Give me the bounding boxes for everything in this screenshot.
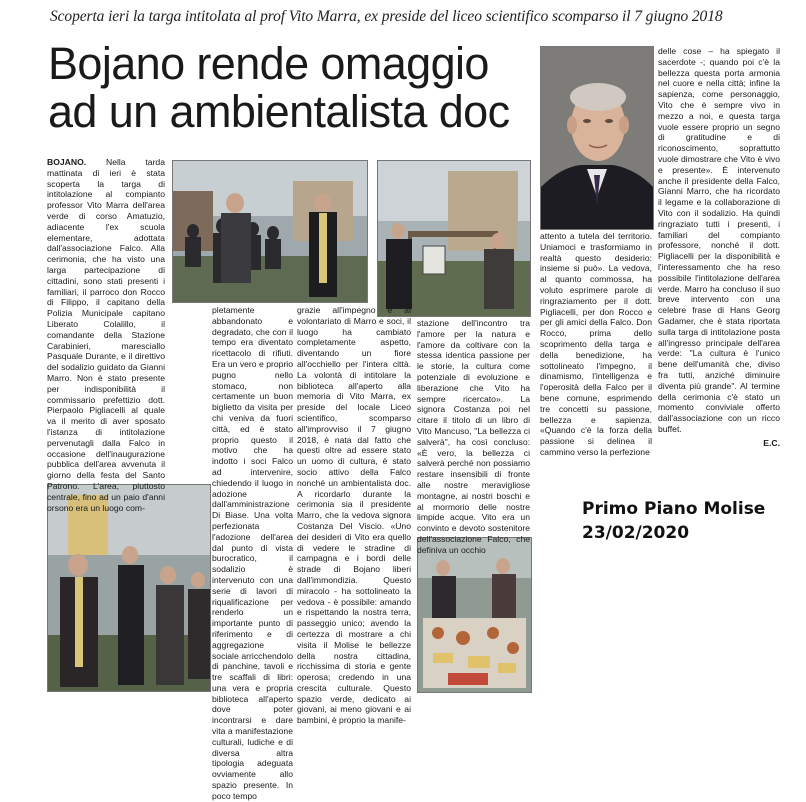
article-column-3 (297, 305, 411, 726)
ceremony-photo-3 (47, 484, 211, 692)
ceremony-photo-1 (172, 160, 368, 303)
article-column-4 (417, 318, 530, 556)
column-3-text: grazie all'impegno e al volontariato di Marro e soci, il luogo ha cambiato completamente aspetto, diventando un fiore all'occhiello per l'intera città. La volontà di intitolare la biblioteca all'aperto alla memoria di Vito Marra, ex preside del locale Liceo scientifico, scomparso all'improvviso il 7 giugno 2018, è nata dal fatto che questi oltre ad essere stato un uomo di cultura, è stato socio attivo della Falco nonché un ambientalista doc. A ricordarlo durante la cerimonia sia il presidente Marro, che la vedova signora Costanza Del Viscio. «Uno dei desideri di Vito era quello di vedere le stradine di campagna e i bordi delle strade di Bojano liberi dall'immondizia. Questo miracolo - ha sottolineato la vedova - è possibile: amando e rispettando la nostra terra, passeggio unico; avendo la certezza di mostrare a chi visita il Molise le bellezze della nostra cittadina, ricchissima di storia e gente operosa; credendo in una crescita culturale. Questo spazio verde, dedicato ai giovani, ai meno giovani e ai bambini, è proprio la manife- (297, 305, 411, 726)
article-column-2 (212, 305, 293, 802)
article-column-1 (47, 157, 165, 513)
ceremony-photo-2 (377, 160, 531, 317)
column-6-text: delle cose – ha spiegato il sacerdote -; quando poi c'è la bellezza questa porta armonia nel cuore e nella città; infine la sapienza, come personaggio, Vito che è sempre vivo in mezzo a noi, e questa targa vuole essere proprio un segno di gratitudine e di riconoscimento, soprattutto vuole dimostrare che Vito è vivo e presente». È intervenuto anche il presidente della Falco, Gianni Marro, che ha ricordato il legame e la collaborazione di Vito con il sodalizio. Ha quindi ringraziato tutti i presenti, i familiari del compianto professore, nonché il dott. Pigliacelli per la disponibilità e l'interessamento che ha reso possibile l'intitolazione dell'area verde. Marro ha concluso il suo breve intervento con una celebre frase di Hans Georg Gadamer, che è stata riportata sulla targa di intitolazione posta all'ingresso principale dell'area verde: "La cultura è l'unico bene dell'umanità che, diviso fra tutti, anziché diminuire diventa più grande". Al termine della cerimonia c'è stato un momento conviviale offerto dall'associazione con un ricco buffet. (658, 46, 780, 434)
article-kicker: Scoperta ieri la targa intitolata al prof Vito Marra, ex preside del liceo scientifico scomparso il 7 giugno 2018 (50, 8, 723, 25)
headline-line-1: Bojano rende omaggio (48, 38, 489, 89)
plaque-unveiling-image (378, 161, 530, 316)
portrait-image (541, 47, 653, 229)
dateline: BOJANO. (47, 157, 87, 167)
ceremony-photo-4 (417, 537, 532, 693)
author-signature: E.C. (763, 437, 780, 448)
article-column-5 (540, 231, 652, 458)
column-5-text: attento a tutela del territorio. Uniamoci e trasformiamo in realtà questo desiderio: insieme si può». La vedova, al quanto commossa, ha voluto esprimere parole di ringraziamento per il dott. Pigliacelli, per don Rocco e per gli amici della Falco. Don Rocco, prima dello scoprimento della targa e della benedizione, ha sottolineato l'impegno, il dinamismo, l'intelligenza e l'operosità della Falco per il bene comune, esprimendo tre concetti su passione, bellezza e sapienza. «Quando c'è la forza della passione si delinea il cammino verso la perfezione (540, 231, 652, 457)
article-headline (48, 40, 538, 136)
speaker-image (48, 485, 210, 691)
source-publication: Primo Piano Molise (582, 499, 766, 519)
article-column-6 (658, 46, 780, 448)
column-4-text: stazione dell'incontro tra l'amore per la natura e l'amore da coltivare con la stessa identica passione per le storie, la cultura come potenziale di evoluzione e liberazione che Vito ha sempre ricercato». La signora Costanza poi nel citare il titolo di un libro di Vito Mancuso, "La bellezza ci salverà", ha così concluso: «È vero, la bellezza ci salverà perché non possiamo restare insensibili di fronte alle nostre meravigliose montagne, ai nostri boschi e al mormorio delle nostre limpide acque. Vito era un convinto e devoto sostenitore dell'associazione Falco, che definiva un occhio (417, 318, 530, 555)
ceremony-crowd-image (173, 161, 367, 302)
buffet-image (418, 538, 531, 692)
column-2-text: pletamente abbandonato e degradato, che con il tempo era diventato ricettacolo di rifiuti. Era un vero e proprio pugno nello stomaco, non certamente un buon biglietto da visita per chi veniva da fuori città, ed è stato proprio questo il motivo che ha indotto i soci Falco ad intervenire, chiedendo il luogo in adozione dall'amministrazione Di Biase. Una volta perfezionata l'adozione dell'area dal punto di vista burocratico, il sodalizio è intervenuto con una serie di lavori di riqualificazione per renderlo un importante punto di riferimento e di aggregazione sociale arricchendolo di panchine, tavoli e tre scaffali di libri: una vera e propria biblioteca all'aperto dove poter incontrarsi e dare vita a manifestazione culturali, ludiche e di diversa altra tipologia adeguata ovviamente allo spazio presente. In poco tempo (212, 305, 293, 801)
column-1-text: Nella tarda mattinata di ieri è stata scoperta la targa di intitolazione al compianto professor Vito Marra dell'area verde di corso Amatuzio, adiacente l'ex scuola elementare, adottata dall'associazione Falco. Alla cerimonia, che ha visto una larga partecipazione di cittadini, sono stati presenti i familiari, il parroco don Rocco di Filippo, il capitano della Polizia Municipale capitano Liberato Colalillo, il comandante della Stazione Carabinieri, maresciallo Pasquale Durante, e il direttivo del sodalizio guidato da Gianni Marro. Non è stato presente per indisponibilità il commissario prefettizio dott. Pierpaolo Pigliacelli al quale va il merito di aver sposato l'istanza di intitolazione pervenutagli dalla Falco in occasione dell'inaugurazione pubblica dell'area avvenuta il giorno della festa del Santo Patrono. L'area, piuttosto centrale, fino ad un paio d'anni orsono era un luogo com- (47, 157, 165, 513)
source-date: 23/02/2020 (582, 523, 690, 543)
headline-line-2: ad un ambientalista doc (48, 86, 510, 137)
portrait-photo (540, 46, 654, 230)
source-credit (582, 497, 782, 545)
